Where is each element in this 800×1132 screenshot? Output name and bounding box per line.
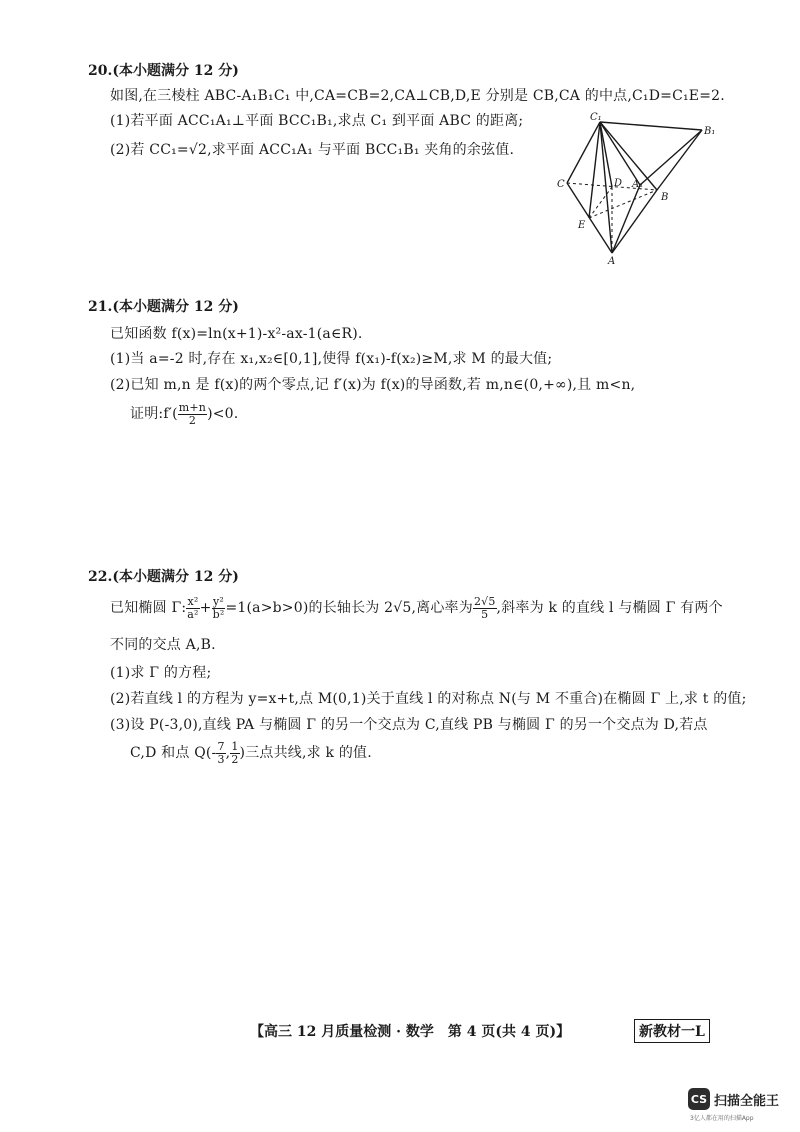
q20-part1: (1)若平面 ACC₁A₁⊥平面 BCC₁B₁,求点 C₁ 到平面 ABC 的距离; <box>110 113 524 129</box>
q22-q-den1: 3 <box>217 752 225 766</box>
q22-part1: (1)求 Γ 的方程; <box>110 665 212 681</box>
q21-part2: (2)已知 m,n 是 f(x)的两个零点,记 f′(x)为 f(x)的导函数,若 m,n∈(0,+∞),且 m<n, <box>110 377 636 393</box>
q22-part2: (2)若直线 l 的方程为 y=x+t,点 M(0,1)关于直线 l 的对称点 N(与 M 不重合)在椭圆 Γ 上,求 t 的值; <box>110 691 747 707</box>
edge-c1b1 <box>600 122 702 130</box>
q22-stem-line2: 不同的交点 A,B. <box>110 637 216 653</box>
q20-part2: (2)若 CC₁=√2,求平面 ACC₁A₁ 与平面 BCC₁B₁ 夹角的余弦值. <box>110 142 515 158</box>
q22-p4-c: )三点共线,求 k 的值. <box>239 745 372 762</box>
q22-q-num1: 7 <box>217 740 225 753</box>
q22-y-fraction <box>212 596 226 620</box>
q22-part3-cont <box>130 741 372 765</box>
q22-stem-line1 <box>110 596 723 620</box>
label-b: B <box>661 192 669 203</box>
label-e: E <box>578 220 586 231</box>
label-b1: B₁ <box>704 126 716 137</box>
q22-a2: a² <box>187 607 199 621</box>
q22-stem-a: 已知椭圆 Γ: <box>110 600 187 617</box>
q22-part3: (3)设 P(-3,0),直线 PA 与椭圆 Γ 的另一个交点为 C,直线 PB 与椭圆 Γ 的另一个交点为 D,若点 <box>110 717 708 733</box>
q22-stem-b: =1(a>b>0)的长轴长为 2√5,离心率为 <box>225 600 473 617</box>
q20-stem: 如图,在三棱柱 ABC-A₁B₁C₁ 中,CA=CB=2,CA⊥CB,D,E 分别是 CB,CA 的中点,C₁D=C₁E=2. <box>110 88 725 104</box>
page-footer: 【高三 12 月质量检测 · 数学 第 4 页(共 4 页)】 <box>250 1024 571 1040</box>
q21-conclusion-prefix: 证明:f′( <box>130 406 178 423</box>
q21-part1: (1)当 a=-2 时,存在 x₁,x₂∈[0,1],使得 f(x₁)-f(x₂)≥M,求 M 的最大值; <box>110 351 553 367</box>
edge-b1b <box>657 130 702 190</box>
q22-e-den: 5 <box>481 607 489 621</box>
q22-q-num2: 1 <box>231 740 239 753</box>
edge-b1a1 <box>640 130 702 185</box>
q21-frac-denominator: 2 <box>188 413 197 427</box>
q22-q-x-fraction <box>216 741 225 765</box>
watermark-subtitle: 3亿人都在用的扫描App <box>690 1115 754 1122</box>
q22-b2: b² <box>212 607 225 621</box>
q22-p4-b: , <box>225 745 231 762</box>
edge-c1e <box>589 122 600 218</box>
q22-q-y-fraction <box>230 741 239 765</box>
edge-c1b <box>600 122 657 190</box>
q21-part2-conclusion <box>130 402 238 426</box>
q21-stem: 已知函数 f(x)=ln(x+1)-x²-ax-1(a∈R). <box>110 326 363 342</box>
q22-e-num: 2√5 <box>473 595 496 608</box>
edge-c1a <box>600 122 612 253</box>
q21-heading: 21.(本小题满分 12 分) <box>88 299 239 315</box>
q20-heading: 20.(本小题满分 12 分) <box>88 63 239 79</box>
q21-frac-numerator: m+n <box>178 401 207 414</box>
edition-tag: 新教材一L <box>634 1019 710 1043</box>
q22-y2: y² <box>213 595 225 608</box>
q22-x-fraction <box>186 596 199 620</box>
q21-fraction <box>178 402 207 426</box>
q22-plus: + <box>199 600 212 617</box>
camscanner-logo-icon: CS <box>688 1088 710 1110</box>
label-c: C <box>557 179 565 190</box>
q22-x2: x² <box>187 595 199 608</box>
label-c1: C₁ <box>590 112 602 123</box>
q22-eccentricity-fraction <box>473 596 497 620</box>
q22-p4-a: C,D 和点 Q(- <box>130 745 217 762</box>
label-a1: A₁ <box>632 179 644 190</box>
q22-heading: 22.(本小题满分 12 分) <box>88 569 239 585</box>
edge-c1c <box>567 122 600 183</box>
label-a: A <box>608 256 616 267</box>
label-d: D <box>614 178 623 189</box>
watermark-brand: 扫描全能王 <box>714 1094 780 1109</box>
prism-figure <box>540 108 720 268</box>
q22-stem-c: ,斜率为 k 的直线 l 与椭圆 Γ 有两个 <box>496 600 723 617</box>
q22-q-den2: 2 <box>231 752 239 766</box>
q21-conclusion-suffix: )<0. <box>207 406 239 423</box>
